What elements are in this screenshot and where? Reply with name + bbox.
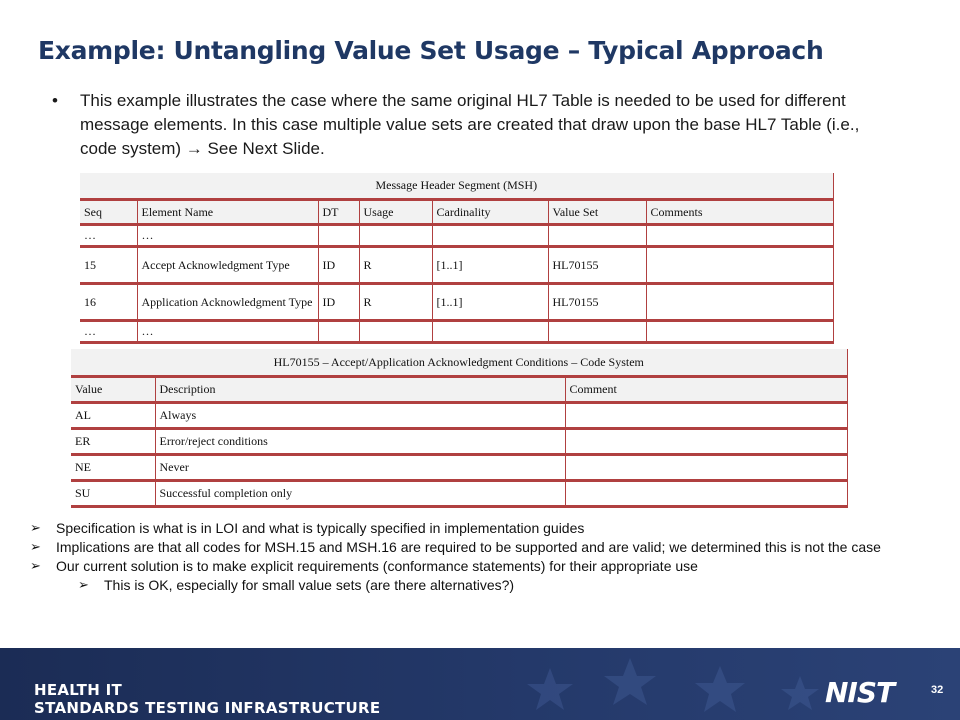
- note-text: Specification is what is in LOI and what is typically specified in implementation guides: [56, 520, 585, 536]
- table-cell: AL: [71, 403, 155, 429]
- list-item: [30, 576, 930, 595]
- nist-logo: NIST: [825, 676, 895, 709]
- arrow-bullet-icon: ➢: [30, 540, 41, 555]
- table-cell: [1..1]: [432, 284, 548, 321]
- table-cell: [432, 321, 548, 343]
- table-cell: [548, 321, 646, 343]
- table-cell: [565, 403, 847, 429]
- code-system-table: [71, 349, 848, 508]
- list-item: [30, 519, 930, 538]
- table-cell: [359, 225, 432, 247]
- table-cell: [565, 455, 847, 481]
- table-cell: …: [137, 321, 318, 343]
- column-header: Cardinality: [432, 200, 548, 225]
- footer-title-line2: STANDARDS TESTING INFRASTRUCTURE: [34, 699, 381, 717]
- table-cell: [432, 225, 548, 247]
- table-cell: Successful completion only: [155, 481, 565, 507]
- column-header: DT: [318, 200, 359, 225]
- intro-bullet: •: [52, 91, 58, 110]
- table-cell: [646, 284, 833, 321]
- table-cell: [548, 225, 646, 247]
- footer-banner: [0, 648, 960, 720]
- table-cell: 15: [80, 247, 137, 284]
- arrow-bullet-icon: ➢: [30, 559, 41, 574]
- table-cell: [646, 321, 833, 343]
- table-row: [71, 403, 847, 429]
- table-cell: HL70155: [548, 247, 646, 284]
- table-cell: Application Acknowledgment Type: [137, 284, 318, 321]
- table-cell: R: [359, 247, 432, 284]
- msh-table: [80, 173, 834, 344]
- code-table-caption: HL70155 – Accept/Application Acknowledgment Conditions – Code System: [71, 349, 847, 377]
- list-item: [30, 557, 930, 576]
- column-header: Comments: [646, 200, 833, 225]
- intro-text: This example illustrates the case where the same original HL7 Table is needed to be used for different message elements. In this case multiple value sets are created that draw upon the base HL7 Table (i.e., code system) → See Next Slide.: [80, 91, 860, 158]
- table-cell: [646, 247, 833, 284]
- arrow-bullet-icon: ➢: [78, 578, 89, 593]
- table-row: [80, 247, 833, 284]
- table-cell: [565, 429, 847, 455]
- table-cell: Error/reject conditions: [155, 429, 565, 455]
- table-row: [71, 429, 847, 455]
- table-cell: [1..1]: [432, 247, 548, 284]
- table-header-row: [80, 200, 833, 225]
- table-row: [71, 481, 847, 507]
- footer-title-line1: HEALTH IT: [34, 681, 123, 699]
- table-cell: Accept Acknowledgment Type: [137, 247, 318, 284]
- table-cell: [646, 225, 833, 247]
- arrow-bullet-icon: ➢: [30, 521, 41, 536]
- page-number: 32: [931, 684, 944, 696]
- table-cell: HL70155: [548, 284, 646, 321]
- table-cell: …: [80, 225, 137, 247]
- table-header-row: [71, 377, 847, 403]
- table-cell: 16: [80, 284, 137, 321]
- column-header: Comment: [565, 377, 847, 403]
- table-cell: NE: [71, 455, 155, 481]
- note-text: Our current solution is to make explicit requirements (conformance statements) for their appropriate use: [56, 558, 698, 574]
- slide-title: Example: Untangling Value Set Usage – Typical Approach: [38, 36, 824, 65]
- table-cell: [318, 321, 359, 343]
- note-text: Implications are that all codes for MSH.15 and MSH.16 are required to be supported and are valid; we determined this is not the case: [56, 539, 881, 555]
- star-pattern-icon: [490, 648, 850, 720]
- table-cell: ID: [318, 247, 359, 284]
- table-row: [80, 321, 833, 343]
- table-cell: ER: [71, 429, 155, 455]
- column-header: Value: [71, 377, 155, 403]
- table-cell: [359, 321, 432, 343]
- table-cell: [318, 225, 359, 247]
- table-cell: …: [80, 321, 137, 343]
- table-row: [71, 455, 847, 481]
- column-header: Value Set: [548, 200, 646, 225]
- msh-table-caption: Message Header Segment (MSH): [80, 173, 833, 200]
- notes-list: [30, 519, 930, 595]
- table-cell: ID: [318, 284, 359, 321]
- table-cell: SU: [71, 481, 155, 507]
- column-header: Element Name: [137, 200, 318, 225]
- column-header: Description: [155, 377, 565, 403]
- table-cell: R: [359, 284, 432, 321]
- list-item: [30, 538, 930, 557]
- table-cell: …: [137, 225, 318, 247]
- column-header: Seq: [80, 200, 137, 225]
- table-cell: [565, 481, 847, 507]
- table-cell: Always: [155, 403, 565, 429]
- table-row: [80, 284, 833, 321]
- table-row: [80, 225, 833, 247]
- note-text: This is OK, especially for small value sets (are there alternatives?): [104, 577, 515, 593]
- table-cell: Never: [155, 455, 565, 481]
- column-header: Usage: [359, 200, 432, 225]
